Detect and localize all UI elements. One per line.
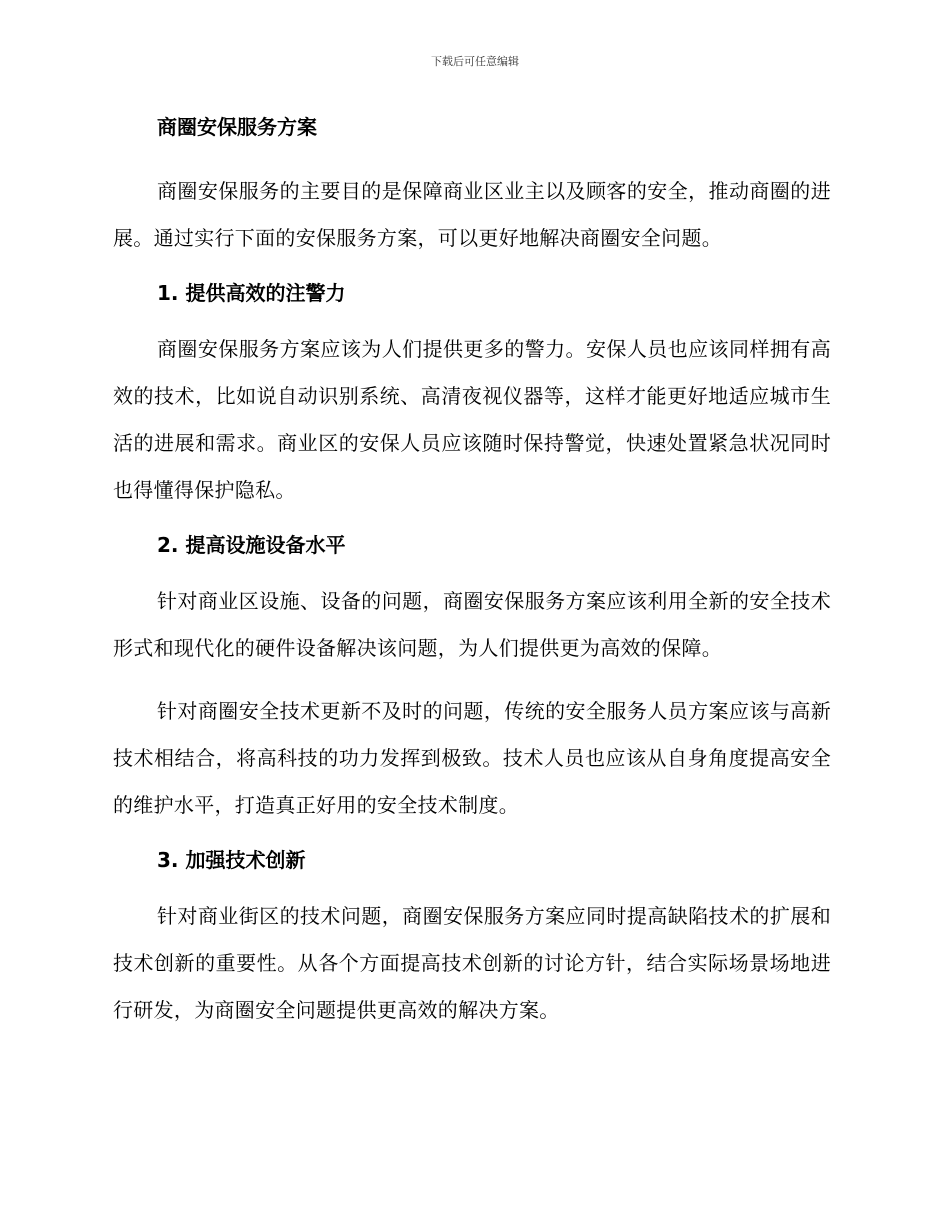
section-3-paragraph-1: 针对商业街区的技术问题，商圈安保服务方案应同时提高缺陷技术的扩展和技术创新的重要性。从各个方面提高技术创新的讨论方针，结合实际场景场地进行研发，为商圈安全问题提供更高效的解决方案。 (113, 904, 831, 1022)
document-title: 商圈安保服务方案 (157, 115, 317, 139)
section-2-paragraph-1: 针对商业区设施、设备的问题，商圈安保服务方案应该利用全新的安全技术形式和现代化的硬件设备解决该问题，为人们提供更为高效的保障。 (113, 589, 831, 660)
section-2-paragraph-2: 针对商圈安全技术更新不及时的问题，传统的安全服务人员方案应该与高新技术相结合，将高科技的功力发挥到极致。技术人员也应该从自身角度提高安全的维护水平，打造真正好用的安全技术制度。 (113, 699, 831, 817)
intro-paragraph: 商圈安保服务的主要目的是保障商业区业主以及顾客的安全，推动商圈的进展。通过实行下面的安保服务方案，可以更好地解决商圈安全问题。 (113, 179, 831, 250)
section-1-paragraph-1: 商圈安保服务方案应该为人们提供更多的警力。安保人员也应该同样拥有高效的技术，比如说自动识别系统、高清夜视仪器等，这样才能更好地适应城市生活的进展和需求。商业区的安保人员应该随时保持警觉，快速处置紧急状况同时也得懂得保护隐私。 (113, 337, 831, 502)
section-heading-1: 1. 提供高效的注警力 (157, 281, 346, 305)
header-note: 下载后可任意编辑 (431, 55, 519, 68)
document-body (113, 112, 831, 1034)
section-heading-2: 2. 提高设施设备水平 (157, 533, 346, 557)
section-heading-3: 3. 加强技术创新 (157, 848, 306, 872)
